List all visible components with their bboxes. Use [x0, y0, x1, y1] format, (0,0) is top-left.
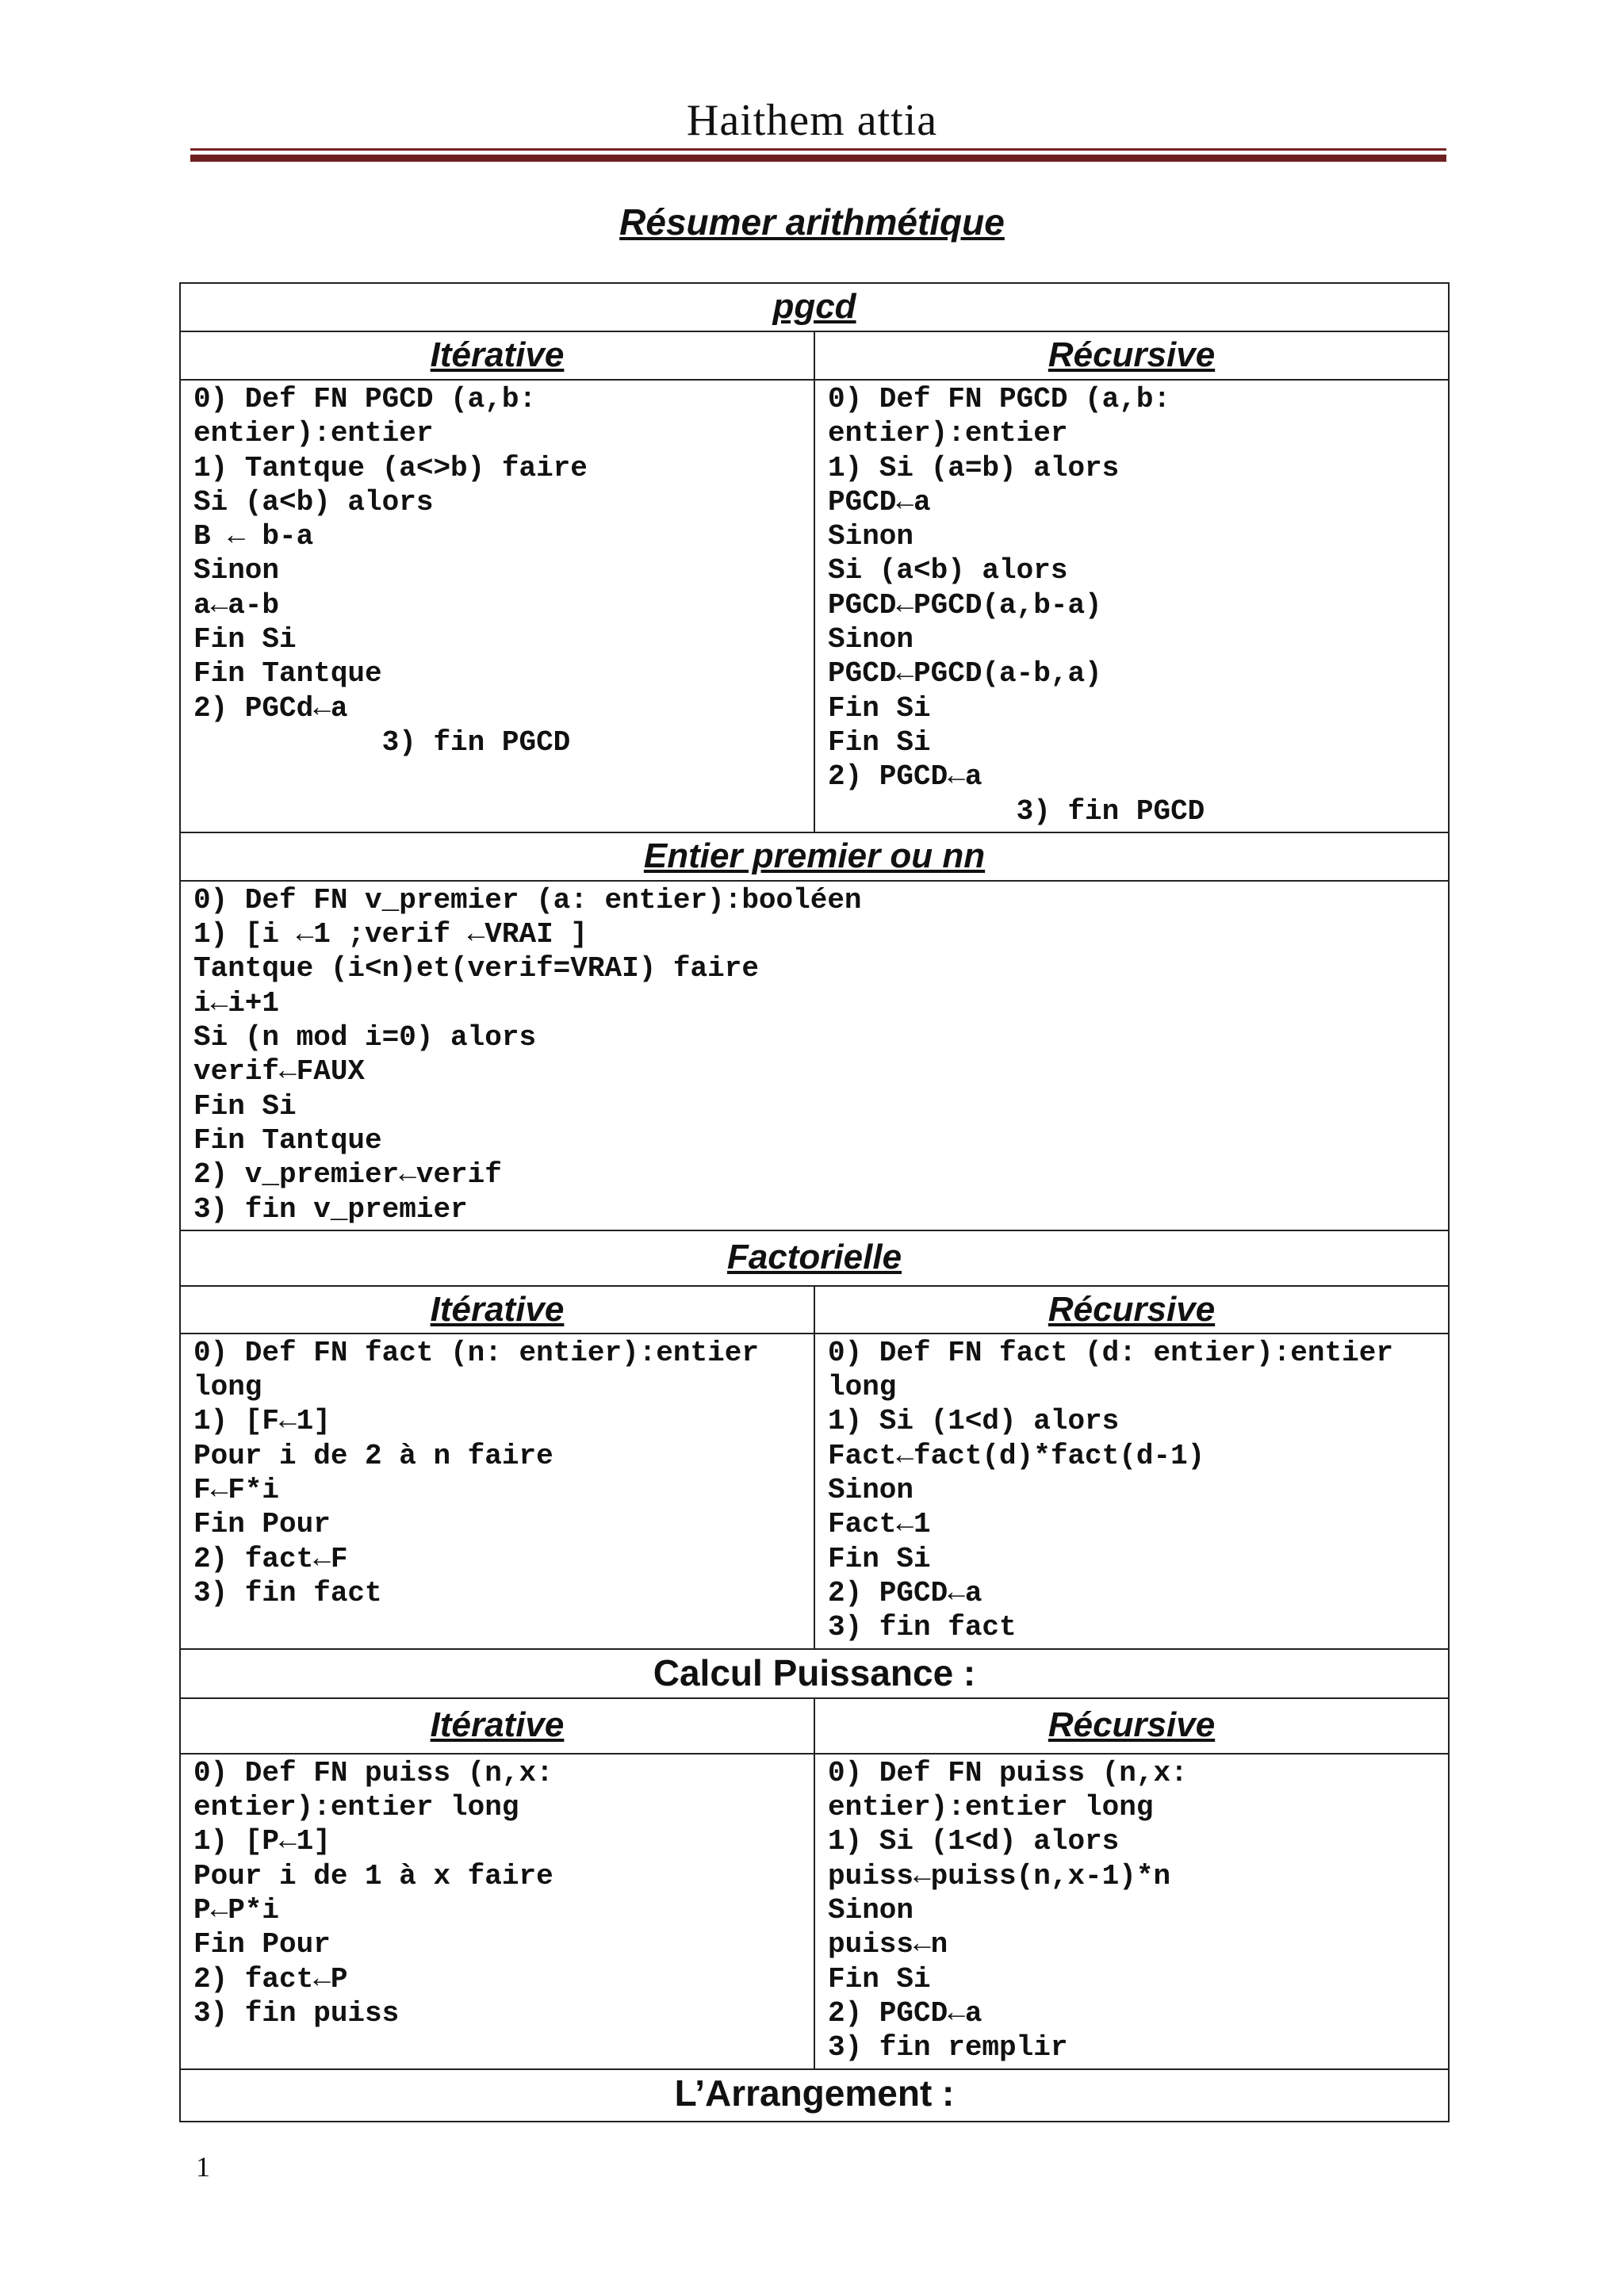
code-line: 3) fin PGCD [193, 725, 571, 759]
code-line: 3) fin fact [193, 1576, 382, 1609]
fact-recursive-code [815, 1334, 1448, 1648]
code-line: entier):entier long [828, 1791, 1154, 1824]
code-line: 1) [F←1] [193, 1405, 331, 1438]
code-line: puiss←puiss(n,x-1)*n [828, 1859, 1171, 1892]
pgcd-iterative-code-cell [180, 380, 814, 832]
code-line: Fin Si [828, 691, 931, 725]
code-line: 3) fin remplir [828, 2031, 1068, 2064]
section-puissance-title: Calcul Puissance : [180, 1649, 1449, 1698]
section-factorielle-title: Factorielle [180, 1230, 1449, 1286]
code-line: 3) fin v_premier [193, 1192, 468, 1226]
code-line: Fin Si [828, 725, 931, 759]
code-line: 0) Def FN PGCD (a,b: [193, 383, 537, 415]
code-line: Sinon [828, 623, 914, 656]
code-line: Sinon [828, 1894, 914, 1927]
code-line: i←i+1 [193, 986, 280, 1020]
code-line: 0) Def FN puiss (n,x: [193, 1756, 553, 1789]
fact-iterative-code [181, 1334, 814, 1613]
code-line: 2) PGCD←a [828, 1576, 982, 1609]
header-rule-thick [190, 155, 1446, 162]
pgcd-iterative-code [181, 381, 814, 763]
code-line: 2) fact←F [193, 1542, 348, 1575]
code-line: 2) PGCd←a [193, 691, 348, 725]
code-line: 3) fin PGCD [828, 794, 1205, 828]
code-line: PGCD←a [828, 485, 931, 519]
code-line: 0) Def FN fact (d: entier):entier long [828, 1336, 1411, 1404]
code-line: P←P*i [193, 1894, 280, 1927]
section-pgcd-title: pgcd [180, 283, 1449, 331]
fact-recursive-header: Récursive [814, 1286, 1449, 1334]
code-line: Fact←fact(d)*fact(d-1) [828, 1439, 1205, 1472]
pgcd-recursive-code-cell [814, 380, 1449, 832]
code-line: F←F*i [193, 1474, 280, 1507]
code-line: verif←FAUX [193, 1055, 366, 1089]
code-line: 2) v_premier←verif [193, 1158, 502, 1192]
code-line: 1) Si (1<d) alors [828, 1405, 1120, 1438]
code-line: Fin Pour [193, 1928, 331, 1961]
code-line: Sinon [193, 554, 280, 587]
author-name: Haithem attia [686, 96, 938, 145]
puiss-recursive-code [815, 1755, 1448, 2068]
code-line: Fin Tantque [193, 1123, 382, 1157]
code-line: Si (n mod i=0) alors [193, 1021, 537, 1054]
document-title: Résumer arithmétique [619, 201, 1005, 243]
code-line: Tantque (i<n)et(verif=VRAI) faire [193, 952, 759, 985]
code-line: Fin Tantque [193, 657, 382, 691]
code-line: B ← b-a [193, 520, 314, 553]
puiss-iterative-code-cell [180, 1754, 814, 2069]
code-line: PGCD←PGCD(a-b,a) [828, 657, 1102, 691]
premier-code [181, 882, 1448, 1230]
code-line: entier):entier [828, 417, 1068, 450]
section-arrangement-title: L’Arrangement : [180, 2069, 1449, 2122]
section-premier-title: Entier premier ou nn [180, 832, 1449, 881]
code-line: Si (a<b) alors [828, 554, 1068, 587]
code-line: 0) Def FN PGCD (a,b: [828, 383, 1171, 415]
code-line: 1) Si (1<d) alors [828, 1825, 1120, 1858]
code-line: 0) Def FN puiss (n,x: [828, 1756, 1188, 1789]
puiss-recursive-header: Récursive [814, 1698, 1449, 1754]
pgcd-recursive-header: Récursive [814, 331, 1449, 380]
code-line: 0) Def FN fact (n: entier):entier long [193, 1336, 776, 1404]
code-line: Pour i de 2 à n faire [193, 1439, 553, 1472]
code-line: 2) fact←P [193, 1962, 348, 1996]
puiss-iterative-header: Itérative [180, 1698, 814, 1754]
code-line: entier):entier [193, 417, 434, 450]
code-line: Si (a<b) alors [193, 485, 434, 519]
fact-recursive-code-cell [814, 1334, 1449, 1649]
code-line: Fin Si [193, 1089, 297, 1123]
pgcd-iterative-header: Itérative [180, 331, 814, 380]
code-line: 2) PGCD←a [828, 760, 982, 794]
code-line: 2) PGCD←a [828, 1996, 982, 2030]
code-line: Fin Si [828, 1542, 931, 1575]
code-line: puiss←n [828, 1928, 948, 1961]
pgcd-recursive-code [815, 381, 1448, 832]
code-line: 1) Si (a=b) alors [828, 451, 1120, 484]
fact-iterative-header: Itérative [180, 1286, 814, 1334]
code-line: 1) Tantque (a<>b) faire [193, 451, 588, 484]
code-line: Fact←1 [828, 1508, 931, 1541]
puiss-iterative-code [181, 1755, 814, 2034]
header-rule-thin [190, 148, 1446, 151]
code-line: Fin Si [828, 1962, 931, 1996]
code-line: Pour i de 1 à x faire [193, 1859, 553, 1892]
code-line: a←a-b [193, 588, 280, 622]
code-line: entier):entier long [193, 1791, 519, 1824]
fact-iterative-code-cell [180, 1334, 814, 1649]
code-line: 3) fin fact [828, 1611, 1017, 1644]
code-line: 1) [i ←1 ;verif ←VRAI ] [193, 918, 588, 951]
code-line: 3) fin puiss [193, 1996, 400, 2030]
page-number: 1 [196, 2151, 210, 2183]
code-line: Fin Pour [193, 1508, 331, 1541]
code-line: Sinon [828, 1474, 914, 1507]
premier-code-cell [180, 881, 1449, 1230]
code-line: Fin Si [193, 623, 297, 656]
code-line: Sinon [828, 520, 914, 553]
algorithms-table [179, 282, 1450, 2122]
puiss-recursive-code-cell [814, 1754, 1449, 2069]
code-line: 1) [P←1] [193, 1825, 331, 1858]
code-line: 0) Def FN v_premier (a: entier):booléen [193, 883, 862, 916]
code-line: PGCD←PGCD(a,b-a) [828, 588, 1102, 622]
